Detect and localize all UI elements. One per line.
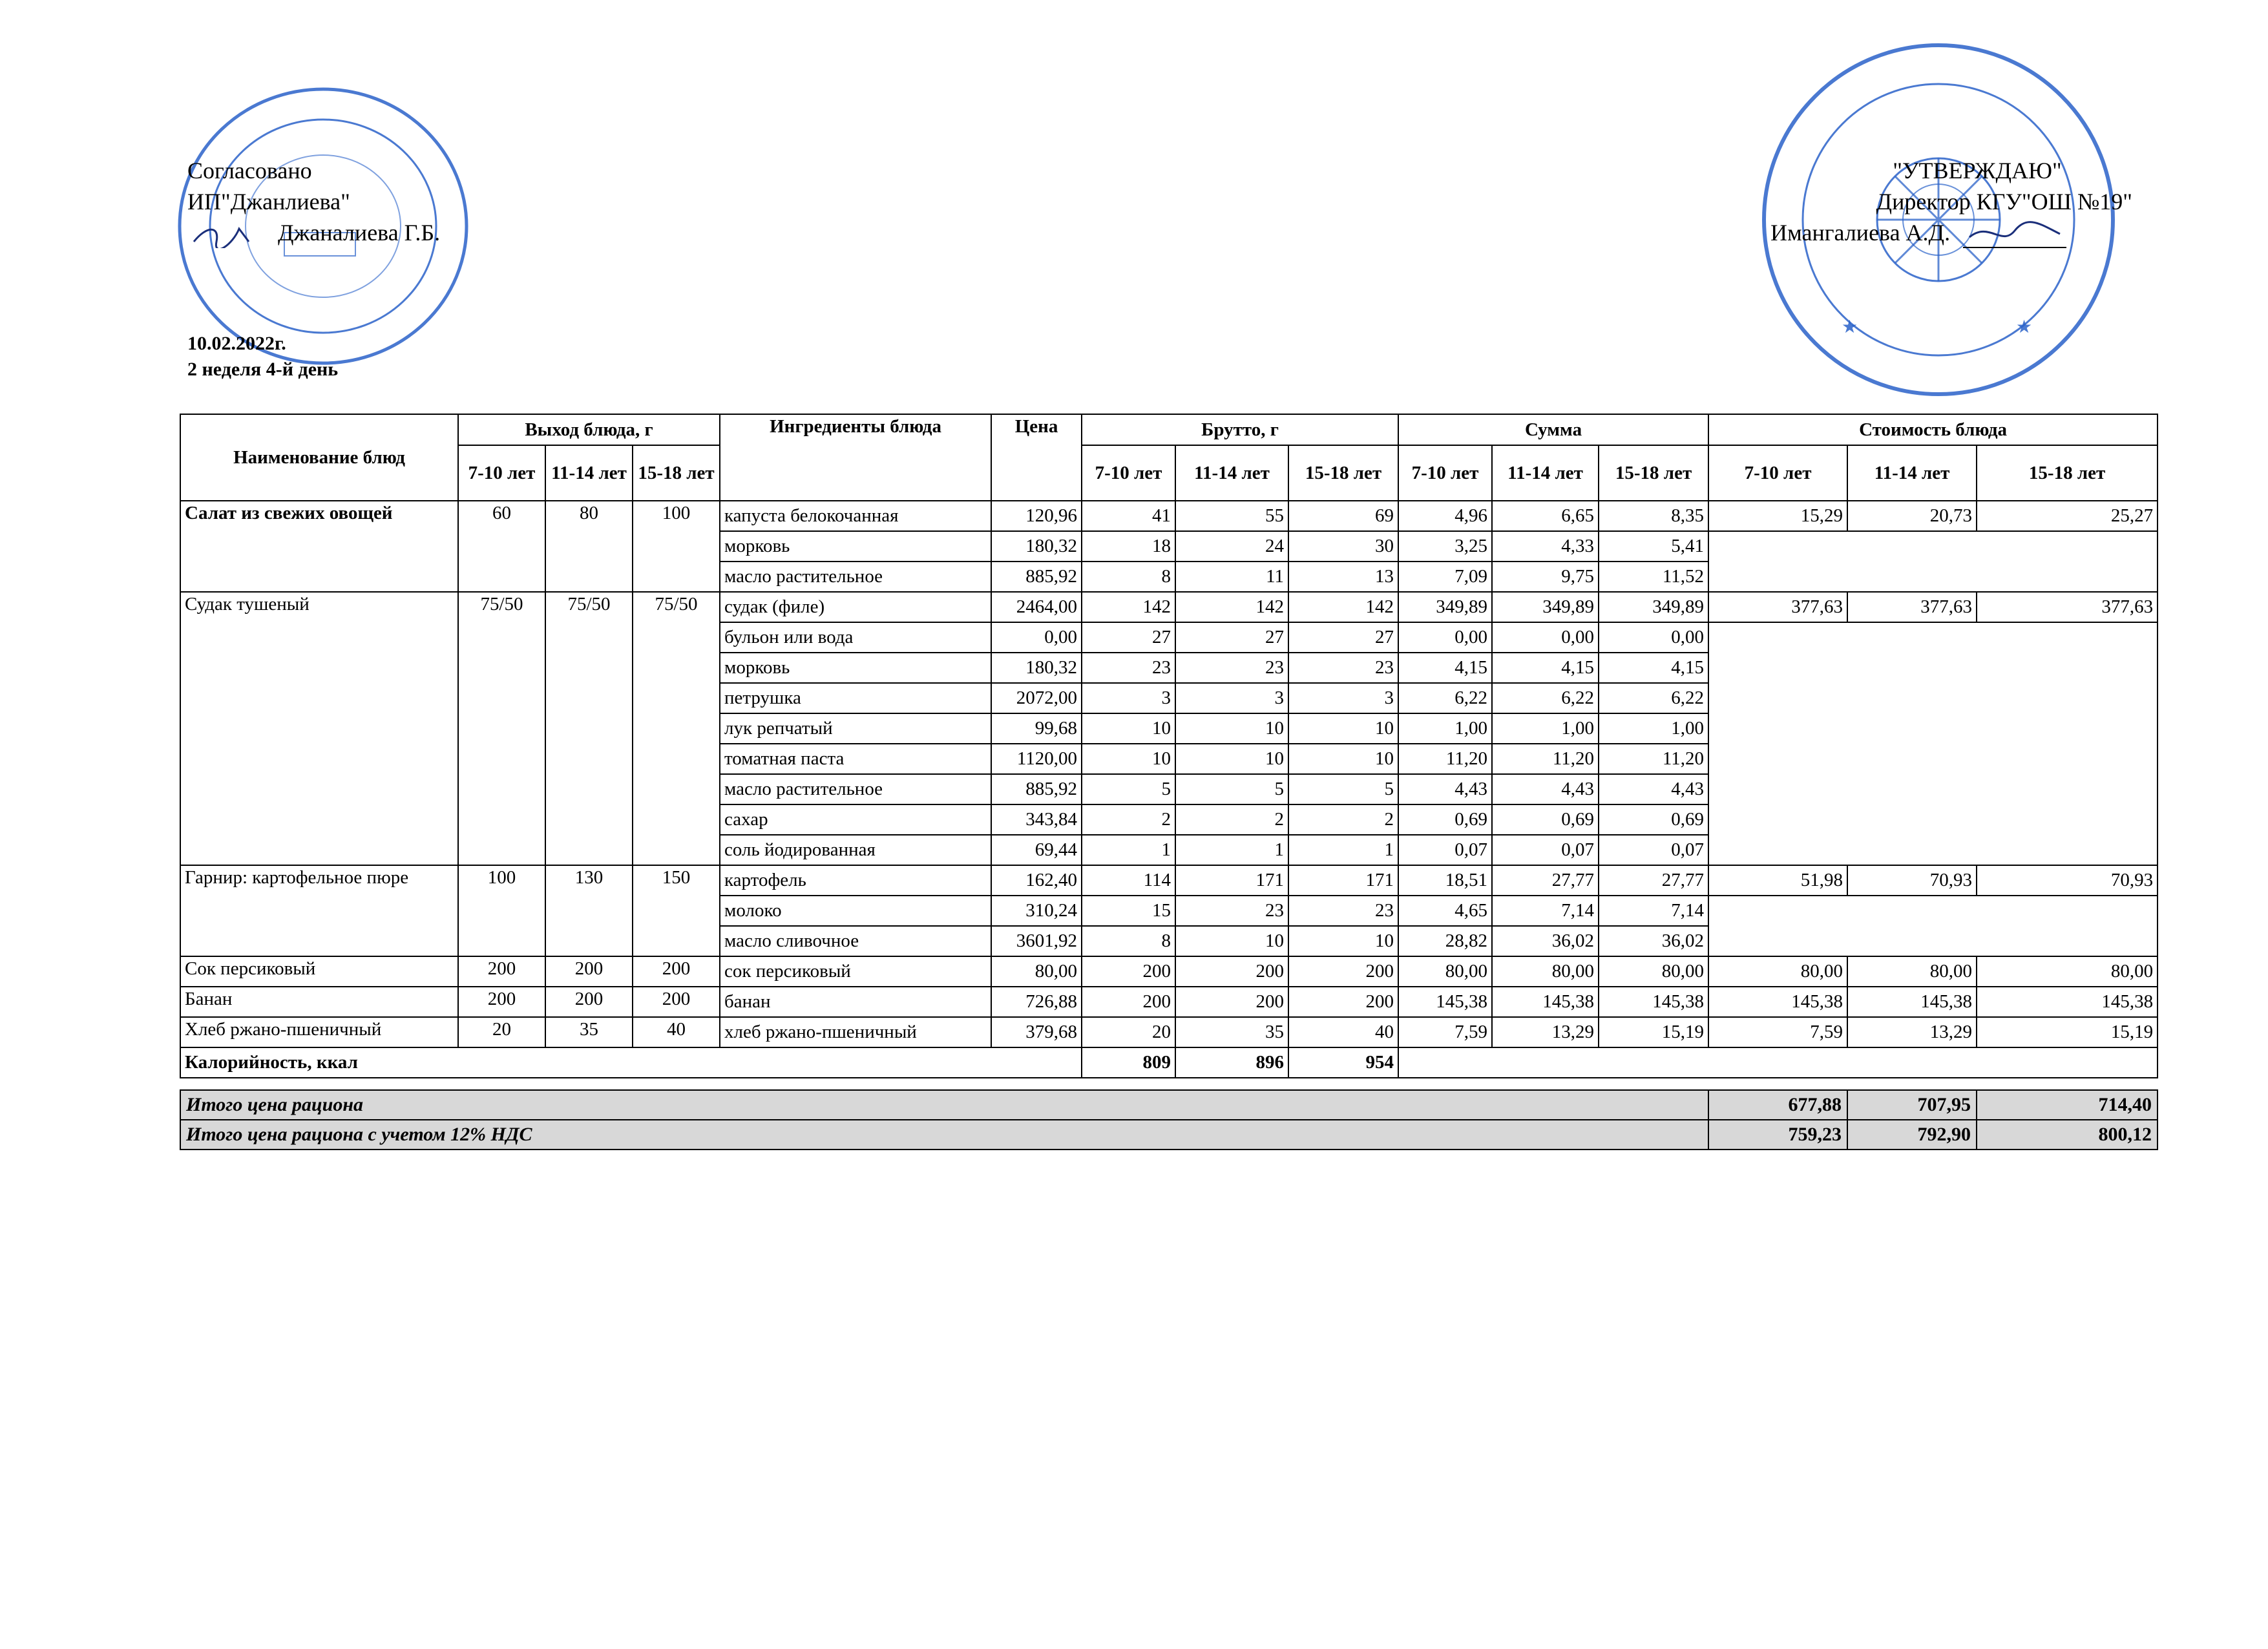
- date-block: [187, 331, 338, 383]
- ingredient-sum: 6,22: [1492, 683, 1599, 713]
- table-header-row: [180, 414, 2158, 445]
- ingredient-sum: 145,38: [1398, 987, 1492, 1017]
- ingredient-sum: 7,14: [1599, 896, 1708, 926]
- total-vat-row: [180, 1120, 2158, 1150]
- ingredient-brutto: 11: [1175, 562, 1288, 592]
- ingredient-name: морковь: [720, 531, 991, 562]
- ingredient-brutto: 3: [1175, 683, 1288, 713]
- ingredient-sum: 36,02: [1492, 926, 1599, 956]
- ingredient-price: 180,32: [991, 653, 1082, 683]
- approve-signature-line: [1770, 217, 2132, 248]
- ingredient-brutto: 1: [1175, 835, 1288, 865]
- ingredient-brutto: 142: [1288, 592, 1398, 622]
- ingredient-brutto: 23: [1288, 896, 1398, 926]
- dish-cost: 25,27: [1977, 501, 2158, 531]
- signature-icon: [187, 222, 265, 248]
- ingredient-price: 726,88: [991, 987, 1082, 1017]
- ingredient-brutto: 10: [1288, 713, 1398, 744]
- table-row: [180, 501, 2158, 531]
- ingredient-brutto: 10: [1175, 713, 1288, 744]
- ingredient-brutto: 23: [1288, 653, 1398, 683]
- ingredient-name: масло растительное: [720, 562, 991, 592]
- ingredient-sum: 7,09: [1398, 562, 1492, 592]
- total-label: Итого цена рациона: [180, 1090, 1708, 1120]
- ingredient-sum: 80,00: [1599, 956, 1708, 987]
- ingredient-name: хлеб ржано-пшеничный: [720, 1017, 991, 1047]
- ingredient-sum: 15,19: [1599, 1017, 1708, 1047]
- ingredient-price: 120,96: [991, 501, 1082, 531]
- dish-cost-empty: [1708, 531, 2158, 592]
- dish-yield: 40: [633, 1017, 720, 1047]
- dish-cost: 377,63: [1977, 592, 2158, 622]
- ingredient-price: 885,92: [991, 774, 1082, 804]
- ingredient-sum: 80,00: [1492, 956, 1599, 987]
- ingredient-brutto: 55: [1175, 501, 1288, 531]
- dish-cost-empty: [1708, 896, 2158, 956]
- ingredient-brutto: 1: [1288, 835, 1398, 865]
- header-age: 7-10 лет: [458, 445, 545, 501]
- ingredient-brutto: 3: [1288, 683, 1398, 713]
- ingredient-sum: 0,69: [1599, 804, 1708, 835]
- dish-yield: 130: [545, 865, 633, 956]
- ingredient-brutto: 35: [1175, 1017, 1288, 1047]
- dish-cost: 145,38: [1847, 987, 1977, 1017]
- ingredient-brutto: 18: [1082, 531, 1175, 562]
- ingredient-brutto: 23: [1175, 896, 1288, 926]
- ingredient-sum: 0,07: [1398, 835, 1492, 865]
- dish-name: Судак тушеный: [180, 592, 458, 865]
- table-row: [180, 956, 2158, 987]
- ingredient-sum: 27,77: [1599, 865, 1708, 896]
- ingredient-brutto: 10: [1175, 744, 1288, 774]
- ingredient-brutto: 142: [1082, 592, 1175, 622]
- ingredient-sum: 1,00: [1398, 713, 1492, 744]
- ingredient-brutto: 5: [1288, 774, 1398, 804]
- dish-cost: 15,29: [1708, 501, 1847, 531]
- ingredient-sum: 0,69: [1492, 804, 1599, 835]
- ingredient-name: петрушка: [720, 683, 991, 713]
- ingredient-brutto: 10: [1288, 744, 1398, 774]
- ingredient-sum: 4,43: [1492, 774, 1599, 804]
- ingredient-name: сок персиковый: [720, 956, 991, 987]
- approve-block: [1770, 155, 2132, 248]
- ingredient-brutto: 1: [1082, 835, 1175, 865]
- ingredient-name: картофель: [720, 865, 991, 896]
- menu-week-day: 2 неделя 4-й день: [187, 359, 339, 380]
- header-age: 15-18 лет: [1599, 445, 1708, 501]
- approve-person: Имангалиева А.Д.: [1770, 220, 1951, 246]
- header-age: 15-18 лет: [633, 445, 720, 501]
- ingredient-sum: 4,43: [1599, 774, 1708, 804]
- dish-yield: 200: [633, 987, 720, 1017]
- ingredient-brutto: 8: [1082, 562, 1175, 592]
- ingredient-brutto: 10: [1288, 926, 1398, 956]
- ingredient-sum: 4,15: [1492, 653, 1599, 683]
- ingredient-sum: 18,51: [1398, 865, 1492, 896]
- ingredient-price: 162,40: [991, 865, 1082, 896]
- header-age: 15-18 лет: [1288, 445, 1398, 501]
- ingredient-sum: 80,00: [1398, 956, 1492, 987]
- dish-yield: 75/50: [633, 592, 720, 865]
- header-age: 11-14 лет: [1847, 445, 1977, 501]
- ingredient-sum: 0,07: [1492, 835, 1599, 865]
- ingredient-sum: 145,38: [1492, 987, 1599, 1017]
- agreed-block: [187, 155, 440, 248]
- ingredient-brutto: 27: [1175, 622, 1288, 653]
- dish-yield: 100: [633, 501, 720, 592]
- header-age: 11-14 лет: [1175, 445, 1288, 501]
- ingredient-brutto: 5: [1082, 774, 1175, 804]
- ingredient-sum: 11,20: [1492, 744, 1599, 774]
- ingredient-sum: 6,65: [1492, 501, 1599, 531]
- table-row: [180, 987, 2158, 1017]
- ingredient-price: 310,24: [991, 896, 1082, 926]
- header-cost: Стоимость блюда: [1708, 414, 2158, 445]
- ingredient-sum: 0,69: [1398, 804, 1492, 835]
- ingredient-sum: 0,07: [1599, 835, 1708, 865]
- ingredient-sum: 4,33: [1492, 531, 1599, 562]
- ingredient-brutto: 10: [1082, 744, 1175, 774]
- ingredient-brutto: 10: [1175, 926, 1288, 956]
- dish-name: Салат из свежих овощей: [180, 501, 458, 592]
- ingredient-name: капуста белокочанная: [720, 501, 991, 531]
- calories-row: [180, 1047, 2158, 1078]
- dish-name: Банан: [180, 987, 458, 1017]
- ingredient-sum: 0,00: [1492, 622, 1599, 653]
- ingredient-price: 3601,92: [991, 926, 1082, 956]
- ingredient-brutto: 114: [1082, 865, 1175, 896]
- ingredient-brutto: 20: [1082, 1017, 1175, 1047]
- total-vat-value: 759,23: [1708, 1120, 1847, 1150]
- dish-cost: 80,00: [1708, 956, 1847, 987]
- ingredient-sum: 4,15: [1398, 653, 1492, 683]
- ingredient-brutto: 171: [1175, 865, 1288, 896]
- ingredient-price: 180,32: [991, 531, 1082, 562]
- ingredient-brutto: 2: [1082, 804, 1175, 835]
- ingredient-sum: 0,00: [1398, 622, 1492, 653]
- ingredient-name: морковь: [720, 653, 991, 683]
- dish-cost: 377,63: [1708, 592, 1847, 622]
- total-row: [180, 1090, 2158, 1120]
- ingredient-sum: 36,02: [1599, 926, 1708, 956]
- ingredient-name: масло растительное: [720, 774, 991, 804]
- ingredient-name: сахар: [720, 804, 991, 835]
- ingredient-sum: 349,89: [1492, 592, 1599, 622]
- dish-yield: 200: [545, 956, 633, 987]
- calories-value: 809: [1082, 1047, 1175, 1078]
- ingredient-price: 343,84: [991, 804, 1082, 835]
- table-row: [180, 1017, 2158, 1047]
- dish-yield: 35: [545, 1017, 633, 1047]
- ingredient-sum: 7,59: [1398, 1017, 1492, 1047]
- totals-table: [180, 1089, 2158, 1150]
- table-subheader-row: [180, 445, 2158, 501]
- header-sum: Сумма: [1398, 414, 1708, 445]
- ingredient-brutto: 23: [1082, 653, 1175, 683]
- ingredient-brutto: 2: [1288, 804, 1398, 835]
- approve-position: Директор КГУ"ОШ №19": [1876, 189, 2132, 215]
- ingredient-sum: 4,65: [1398, 896, 1492, 926]
- ingredient-sum: 11,52: [1599, 562, 1708, 592]
- signature-icon: [1963, 221, 2066, 248]
- ingredient-sum: 9,75: [1492, 562, 1599, 592]
- ingredient-sum: 13,29: [1492, 1017, 1599, 1047]
- ingredient-name: молоко: [720, 896, 991, 926]
- header-age: 7-10 лет: [1082, 445, 1175, 501]
- ingredient-sum: 7,14: [1492, 896, 1599, 926]
- ingredient-brutto: 41: [1082, 501, 1175, 531]
- ingredient-price: 2072,00: [991, 683, 1082, 713]
- svg-text:★: ★: [2016, 316, 2033, 337]
- calories-empty: [1398, 1047, 2158, 1078]
- ingredient-brutto: 2: [1175, 804, 1288, 835]
- ingredient-price: 885,92: [991, 562, 1082, 592]
- ingredient-sum: 4,15: [1599, 653, 1708, 683]
- calories-label: Калорийность, ккал: [180, 1047, 1082, 1078]
- dish-yield: 200: [458, 956, 545, 987]
- dish-cost: 13,29: [1847, 1017, 1977, 1047]
- ingredient-sum: 8,35: [1599, 501, 1708, 531]
- ingredient-brutto: 24: [1175, 531, 1288, 562]
- menu-table: [180, 414, 2158, 1078]
- ingredient-sum: 11,20: [1398, 744, 1492, 774]
- ingredient-sum: 0,00: [1599, 622, 1708, 653]
- menu-date: 10.02.2022г.: [187, 333, 286, 354]
- header-age: 11-14 лет: [1492, 445, 1599, 501]
- ingredient-brutto: 27: [1082, 622, 1175, 653]
- ingredient-sum: 1,00: [1492, 713, 1599, 744]
- ingredient-price: 69,44: [991, 835, 1082, 865]
- dish-yield: 20: [458, 1017, 545, 1047]
- dish-cost: 51,98: [1708, 865, 1847, 896]
- header-ingredients: Ингредиенты блюда: [720, 414, 991, 501]
- ingredient-name: судак (филе): [720, 592, 991, 622]
- total-value: 707,95: [1847, 1090, 1977, 1120]
- table-row: [180, 592, 2158, 622]
- ingredient-sum: 4,43: [1398, 774, 1492, 804]
- ingredient-brutto: 3: [1082, 683, 1175, 713]
- agreed-signature-line: [187, 217, 440, 248]
- ingredient-price: 99,68: [991, 713, 1082, 744]
- ingredient-sum: 28,82: [1398, 926, 1492, 956]
- ingredient-brutto: 8: [1082, 926, 1175, 956]
- total-vat-value: 792,90: [1847, 1120, 1977, 1150]
- dish-name: Сок персиковый: [180, 956, 458, 987]
- ingredient-sum: 349,89: [1398, 592, 1492, 622]
- dish-name: Хлеб ржано-пшеничный: [180, 1017, 458, 1047]
- ingredient-name: лук репчатый: [720, 713, 991, 744]
- dish-yield: 75/50: [545, 592, 633, 865]
- dish-yield: 80: [545, 501, 633, 592]
- ingredient-sum: 3,25: [1398, 531, 1492, 562]
- header-dish-name: Наименование блюд: [180, 414, 458, 501]
- ingredient-brutto: 200: [1288, 956, 1398, 987]
- ingredient-brutto: 13: [1288, 562, 1398, 592]
- dish-yield: 200: [458, 987, 545, 1017]
- ingredient-brutto: 200: [1288, 987, 1398, 1017]
- ingredient-price: 1120,00: [991, 744, 1082, 774]
- ingredient-name: томатная паста: [720, 744, 991, 774]
- header-brutto: Брутто, г: [1082, 414, 1398, 445]
- ingredient-price: 80,00: [991, 956, 1082, 987]
- table-row: [180, 865, 2158, 896]
- ingredient-brutto: 200: [1082, 987, 1175, 1017]
- ingredient-name: соль йодированная: [720, 835, 991, 865]
- total-value: 677,88: [1708, 1090, 1847, 1120]
- total-vat-label: Итого цена рациона с учетом 12% НДС: [180, 1120, 1708, 1150]
- dish-cost: 80,00: [1977, 956, 2158, 987]
- total-value: 714,40: [1977, 1090, 2158, 1120]
- dish-cost: 70,93: [1847, 865, 1977, 896]
- ingredient-brutto: 23: [1175, 653, 1288, 683]
- ingredient-sum: 27,77: [1492, 865, 1599, 896]
- svg-text:★: ★: [1842, 316, 1858, 337]
- agreed-title: Согласовано: [187, 158, 312, 184]
- dish-cost: 15,19: [1977, 1017, 2158, 1047]
- ingredient-name: бульон или вода: [720, 622, 991, 653]
- dish-yield: 200: [545, 987, 633, 1017]
- ingredient-brutto: 171: [1288, 865, 1398, 896]
- ingredient-brutto: 200: [1082, 956, 1175, 987]
- ingredient-brutto: 27: [1288, 622, 1398, 653]
- ingredient-sum: 4,96: [1398, 501, 1492, 531]
- header-age: 15-18 лет: [1977, 445, 2158, 501]
- ingredient-brutto: 10: [1082, 713, 1175, 744]
- dish-cost: 377,63: [1847, 592, 1977, 622]
- approve-title: "УТВЕРЖДАЮ": [1893, 158, 2062, 184]
- total-vat-value: 800,12: [1977, 1120, 2158, 1150]
- ingredient-brutto: 200: [1175, 987, 1288, 1017]
- dish-cost: 145,38: [1977, 987, 2158, 1017]
- dish-cost: 20,73: [1847, 501, 1977, 531]
- ingredient-sum: 6,22: [1599, 683, 1708, 713]
- menu-table-body: [180, 501, 2158, 1047]
- dish-cost: 80,00: [1847, 956, 1977, 987]
- ingredient-name: масло сливочное: [720, 926, 991, 956]
- dish-cost: 145,38: [1708, 987, 1847, 1017]
- dish-yield: 60: [458, 501, 545, 592]
- ingredient-name: банан: [720, 987, 991, 1017]
- header-age: 7-10 лет: [1398, 445, 1492, 501]
- calories-value: 954: [1288, 1047, 1398, 1078]
- calories-value: 896: [1175, 1047, 1288, 1078]
- ingredient-sum: 145,38: [1599, 987, 1708, 1017]
- dish-yield: 100: [458, 865, 545, 956]
- ingredient-sum: 349,89: [1599, 592, 1708, 622]
- header-age: 7-10 лет: [1708, 445, 1847, 501]
- ingredient-sum: 1,00: [1599, 713, 1708, 744]
- dish-cost: 7,59: [1708, 1017, 1847, 1047]
- header-price: Цена: [991, 414, 1082, 501]
- ingredient-brutto: 40: [1288, 1017, 1398, 1047]
- dish-name: Гарнир: картофельное пюре: [180, 865, 458, 956]
- dish-yield: 150: [633, 865, 720, 956]
- dish-yield: 200: [633, 956, 720, 987]
- dish-cost-empty: [1708, 622, 2158, 865]
- ingredient-brutto: 30: [1288, 531, 1398, 562]
- dish-yield: 75/50: [458, 592, 545, 865]
- agreed-person: Джаналиева Г.Б.: [278, 220, 441, 246]
- ingredient-brutto: 15: [1082, 896, 1175, 926]
- dish-cost: 70,93: [1977, 865, 2158, 896]
- ingredient-price: 0,00: [991, 622, 1082, 653]
- header-age: 11-14 лет: [545, 445, 633, 501]
- ingredient-sum: 5,41: [1599, 531, 1708, 562]
- ingredient-brutto: 142: [1175, 592, 1288, 622]
- ingredient-brutto: 200: [1175, 956, 1288, 987]
- ingredient-brutto: 69: [1288, 501, 1398, 531]
- ingredient-price: 379,68: [991, 1017, 1082, 1047]
- header-yield: Выход блюда, г: [458, 414, 720, 445]
- ingredient-brutto: 5: [1175, 774, 1288, 804]
- agreed-org: ИП"Джанлиева": [187, 189, 350, 215]
- ingredient-sum: 11,20: [1599, 744, 1708, 774]
- ingredient-price: 2464,00: [991, 592, 1082, 622]
- ingredient-sum: 6,22: [1398, 683, 1492, 713]
